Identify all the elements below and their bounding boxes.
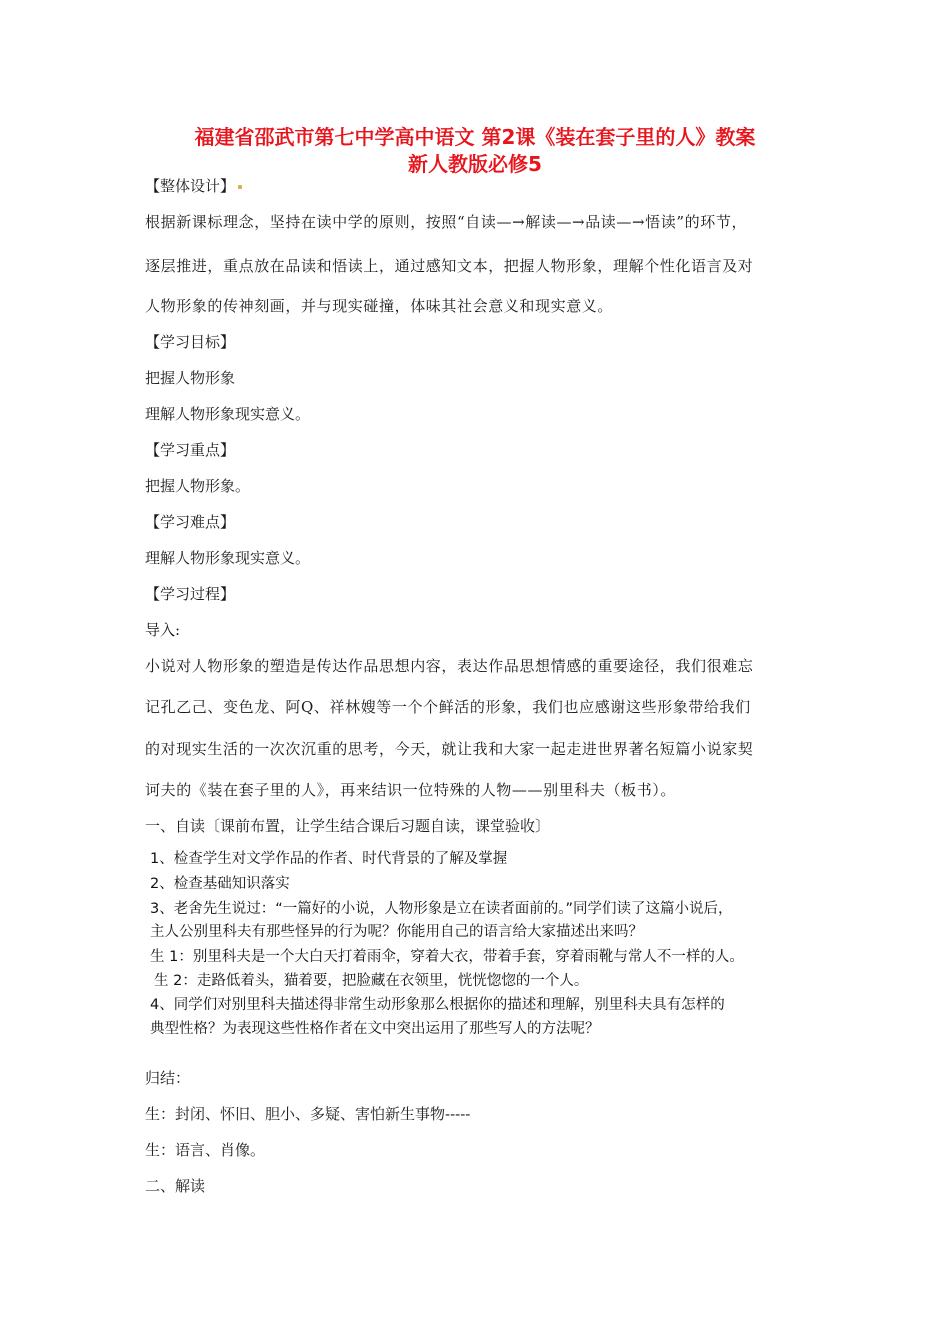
design-paragraph-line-2: 逐层推进，重点放在品读和悟读上，通过感知文本，把握人物形象，理解个性化语言及对 [145, 257, 754, 275]
question-2: 2、检查基础知识落实 [150, 876, 290, 892]
intro-paragraph-line-1: 小说对人物形象的塑造是传达作品思想内容，表达作品思想情感的重要途径，我们很难忘 [145, 657, 754, 675]
intro-paragraph-line-4: 诃夫的《装在套子里的人》，再来结识一位特殊的人物——别里科夫（板书）。 [145, 781, 677, 799]
question-3-line-2: 主人公别里科夫有那些怪异的行为呢？你能用自己的语言给大家描述出来吗？ [150, 924, 643, 940]
summary-item-2: 生：语言、肖像。 [145, 1141, 266, 1159]
goals-heading: 【学习目标】 [145, 333, 236, 351]
question-1: 1、检查学生对文学作品的作者、时代背景的了解及掌握 [150, 851, 508, 867]
intro-label: 导入: [145, 621, 181, 639]
goal-item-2: 理解人物形象现实意义。 [145, 405, 311, 423]
student-answer-2: 生 2：走路低着头，猫着要，把脸藏在衣领里，恍恍惚惚的一个人。 [154, 973, 589, 989]
question-4-line-1: 4、同学们对别里科夫描述得非常生动形象那么根据你的描述和理解，别里科夫具有怎样的 [150, 997, 725, 1013]
intro-paragraph-line-3: 的对现实生活的一次次沉重的思考，今天，就让我和大家一起走进世界著名短篇小说家契 [145, 740, 754, 758]
difficulty-heading: 【学习难点】 [145, 513, 236, 531]
document-title-line-2: 新人教版必修5 [408, 152, 542, 176]
process-heading: 【学习过程】 [145, 585, 236, 603]
step-2-heading: 二、解读 [145, 1177, 206, 1195]
difficulty-item-1: 理解人物形象现实意义。 [145, 549, 311, 567]
focus-heading: 【学习重点】 [145, 441, 236, 459]
goal-item-1: 把握人物形象 [145, 369, 236, 387]
step-1-heading: 一、自读〔课前布置，让学生结合课后习题自读，课堂验收〕 [145, 817, 551, 835]
design-heading: 【整体设计】 [145, 176, 242, 196]
design-paragraph-line-3: 人物形象的传神刻画，并与现实碰撞，体味其社会意义和现实意义。 [145, 297, 614, 315]
highlight-mark-icon [238, 185, 242, 189]
summary-label: 归结： [145, 1069, 191, 1087]
summary-item-1: 生：封闭、怀旧、胆小、多疑、害怕新生事物----- [145, 1105, 471, 1123]
question-3-line-1: 3、老舍先生说过：“一篇好的小说，人物形象是立在读者面前的。”同学们读了这篇小说后， [150, 901, 733, 917]
intro-paragraph-line-2: 记孔乙己、变色龙、阿Q、祥林嫂等一个个鲜活的形象，我们也应感谢这些形象带给我们 [145, 698, 751, 716]
focus-item-1: 把握人物形象。 [145, 477, 251, 495]
question-4-line-2: 典型性格？为表现这些性格作者在文中突出运用了那些写人的方法呢？ [150, 1021, 600, 1037]
document-title-line-1: 福建省邵武市第七中学高中语文 第2课《装在套子里的人》教案 [194, 125, 756, 149]
design-paragraph-line-1: 根据新课标理念，坚持在读中学的原则，按照“自读—→解读—→品读—→悟读”的环节， [145, 213, 748, 231]
student-answer-1: 生 1：别里科夫是一个大白天打着雨伞，穿着大衣，带着手套，穿着雨靴与常人不一样的人。 [150, 949, 744, 965]
